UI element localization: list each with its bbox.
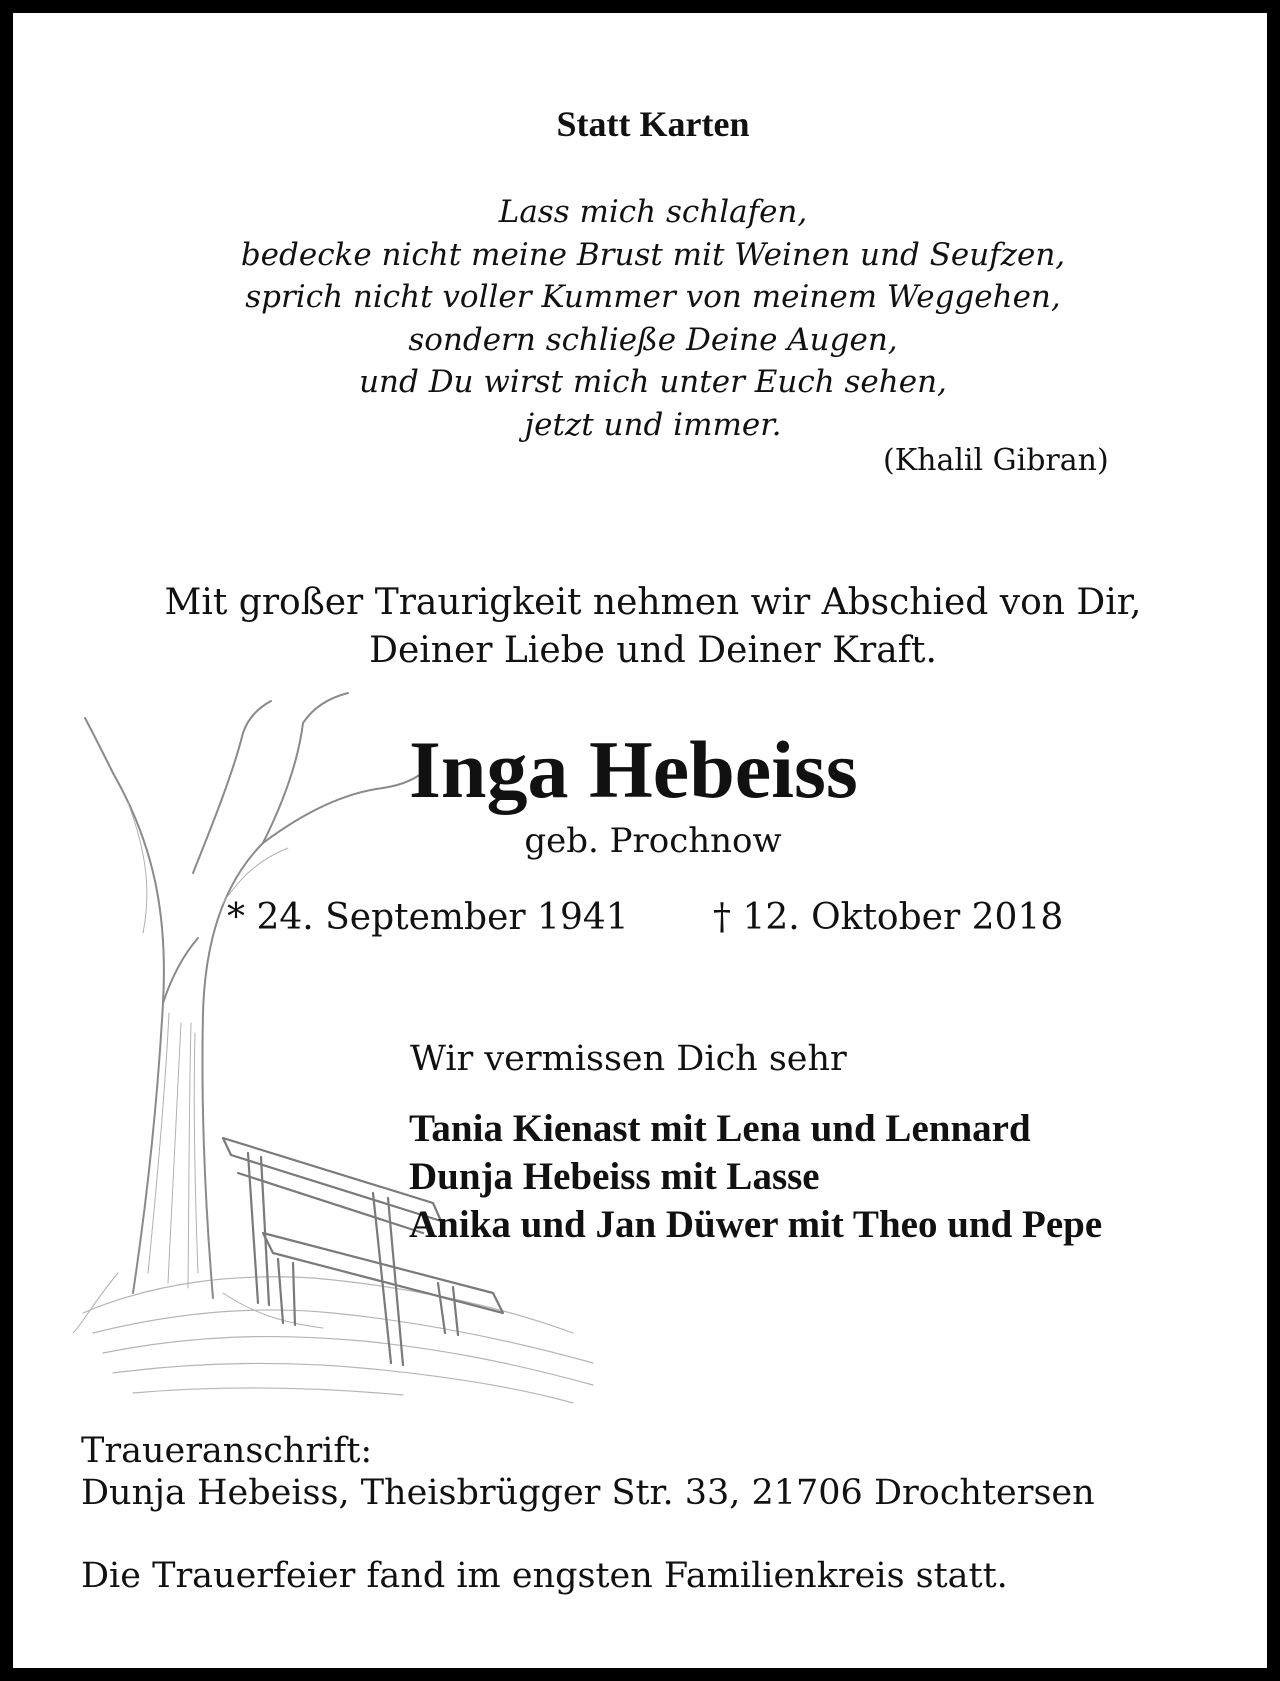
deceased-name: Inga Hebeiss [409,724,858,815]
birth-date: * 24. September 1941 [227,897,629,938]
ceremony-note: Die Trauerfeier fand im engsten Familienkreis statt. [81,1556,1008,1596]
mourners-list [409,1105,1102,1249]
notice-header: Statt Karten [556,104,750,144]
farewell-text [13,579,1280,675]
poem-author: (Khalil Gibran) [883,443,1109,478]
poem-line: sprich nicht voller Kummer von meinem Weggehen, [245,279,1061,315]
tree-trunk [85,693,428,1298]
miss-text: Wir vermissen Dich sehr [410,1039,847,1079]
poem-line: Lass mich schlafen, [498,194,808,230]
mourning-address: Dunja Hebeiss, Theisbrügger Str. 33, 21706 Drochtersen [81,1473,1095,1513]
death-date: † 12. Oktober 2018 [713,897,1064,938]
poem-line: bedecke nicht meine Brust mit Weinen und Seufzen, [240,236,1066,273]
poem-line: jetzt und immer. [524,406,782,443]
poem [13,191,1280,446]
ground-shading [83,1277,593,1403]
mourner-line: Dunja Hebeiss mit Lasse [409,1155,820,1198]
poem-line: sondern schließe Deine Augen, [408,321,898,358]
maiden-name: geb. Prochnow [524,821,782,861]
trunk-texture [73,803,323,1333]
mourner-line: Anika und Jan Düwer mit Theo und Pepe [409,1203,1103,1246]
mourner-line: Tania Kienast mit Lena und Lennard [409,1107,1031,1150]
poem-line: und Du wirst mich unter Euch sehen, [359,364,947,400]
address-label: Traueranschrift: [81,1431,373,1471]
farewell-line: Mit großer Traurigkeit nehmen wir Abschied von Dir, [164,582,1142,623]
farewell-line: Deiner Liebe und Deiner Kraft. [369,630,937,671]
